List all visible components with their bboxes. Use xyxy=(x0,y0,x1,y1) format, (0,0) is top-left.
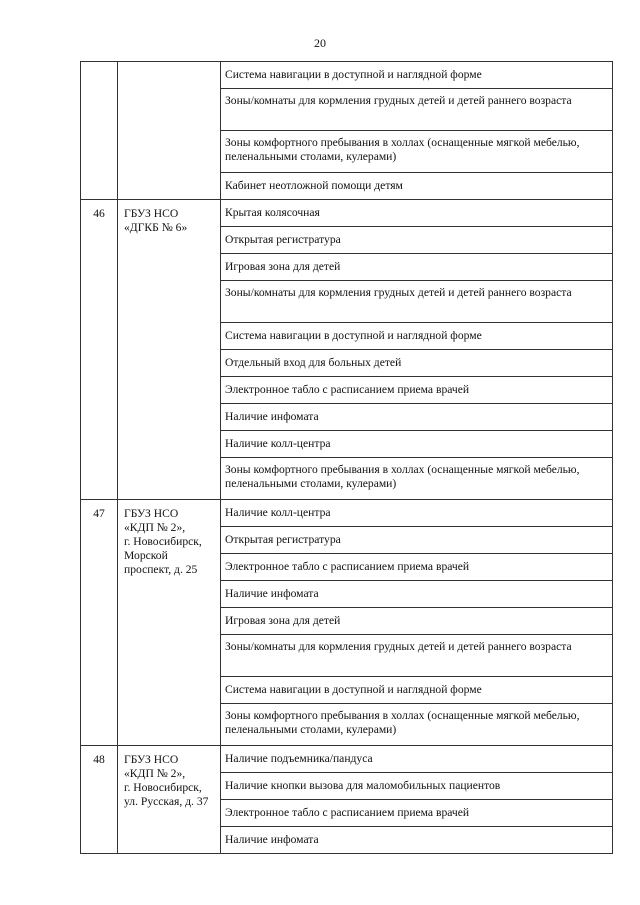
organization-line: Морской xyxy=(124,549,168,562)
row-number-cell xyxy=(81,746,118,854)
amenity-cell xyxy=(221,458,613,500)
row-number-cell xyxy=(81,200,118,500)
amenity-text: Электронное табло с расписанием приема врачей xyxy=(225,383,470,396)
organization-cell xyxy=(118,200,221,500)
row-number: 48 xyxy=(93,753,105,766)
amenity-text: Зоны/комнаты для кормления грудных детей и детей раннего возраста xyxy=(225,640,572,653)
amenity-cell xyxy=(221,377,613,404)
organization-name xyxy=(122,746,220,809)
amenity-cell xyxy=(221,554,613,581)
organization-cell xyxy=(118,62,221,200)
organization-cell xyxy=(118,746,221,854)
amenity-cell xyxy=(221,323,613,350)
amenity-cell xyxy=(221,800,613,827)
amenity-text: Зоны/комнаты для кормления грудных детей и детей раннего возраста xyxy=(225,94,572,107)
amenity-cell xyxy=(221,827,613,854)
amenity-cell xyxy=(221,254,613,281)
amenity-text: Зоны комфортного пребывания в холлах (оснащенные мягкой мебелью, пеленальными столами, кулерами) xyxy=(225,709,580,736)
amenity-cell xyxy=(221,200,613,227)
amenity-cell xyxy=(221,746,613,773)
amenity-text: Открытая регистратура xyxy=(225,533,341,546)
organization-line: г. Новосибирск, xyxy=(124,781,202,794)
organization-line: проспект, д. 25 xyxy=(124,563,198,576)
amenity-cell xyxy=(221,404,613,431)
amenity-text: Открытая регистратура xyxy=(225,233,341,246)
row-number-cell xyxy=(81,500,118,746)
amenity-text: Электронное табло с расписанием приема врачей xyxy=(225,806,470,819)
amenity-text: Система навигации в доступной и наглядной форме xyxy=(225,683,482,696)
row-number: 47 xyxy=(93,507,105,520)
organization-line: г. Новосибирск, xyxy=(124,535,202,548)
amenity-cell xyxy=(221,350,613,377)
amenity-text: Наличие подъемника/пандуса xyxy=(225,752,373,765)
organization-line: «ДГКБ № 6» xyxy=(124,221,188,234)
amenity-cell xyxy=(221,677,613,704)
amenity-cell xyxy=(221,89,613,131)
amenity-text: Электронное табло с расписанием приема врачей xyxy=(225,560,470,573)
amenity-text: Наличие инфомата xyxy=(225,833,319,846)
row-number-cell xyxy=(81,62,118,200)
amenity-cell xyxy=(221,431,613,458)
amenity-cell xyxy=(221,773,613,800)
amenity-text: Игровая зона для детей xyxy=(225,260,341,273)
table-row xyxy=(81,746,613,773)
amenity-text: Зоны комфортного пребывания в холлах (оснащенные мягкой мебелью, пеленальными столами, кулерами) xyxy=(225,463,580,490)
amenity-text: Отдельный вход для больных детей xyxy=(225,356,402,369)
amenity-text: Зоны комфортного пребывания в холлах (оснащенные мягкой мебелью, пеленальными столами, кулерами) xyxy=(225,136,580,163)
organization-name xyxy=(122,200,220,235)
amenity-cell xyxy=(221,227,613,254)
organization-cell xyxy=(118,500,221,746)
organization-name xyxy=(122,62,220,69)
organization-line: ГБУЗ НСО xyxy=(124,507,179,520)
amenity-cell xyxy=(221,635,613,677)
amenity-cell xyxy=(221,173,613,200)
organization-line: ГБУЗ НСО xyxy=(124,207,179,220)
organization-line: ул. Русская, д. 37 xyxy=(124,795,209,808)
amenity-text: Наличие инфомата xyxy=(225,587,319,600)
amenity-text: Наличие инфомата xyxy=(225,410,319,423)
amenity-text: Зоны/комнаты для кормления грудных детей и детей раннего возраста xyxy=(225,286,572,299)
table-row xyxy=(81,200,613,227)
amenity-text: Крытая колясочная xyxy=(225,206,320,219)
row-number xyxy=(81,62,117,69)
amenity-text: Наличие колл-центра xyxy=(225,506,331,519)
page-number: 20 xyxy=(314,36,326,50)
amenity-cell xyxy=(221,581,613,608)
amenity-cell xyxy=(221,281,613,323)
organization-line: «КДП № 2», xyxy=(124,521,186,534)
organization-line: ГБУЗ НСО xyxy=(124,753,179,766)
amenity-cell xyxy=(221,500,613,527)
amenity-cell xyxy=(221,527,613,554)
table-row xyxy=(81,500,613,527)
amenity-text: Игровая зона для детей xyxy=(225,614,341,627)
table-row xyxy=(81,62,613,89)
amenity-text: Кабинет неотложной помощи детям xyxy=(225,179,403,192)
amenity-cell xyxy=(221,62,613,89)
facilities-table xyxy=(80,61,613,854)
amenity-text: Наличие кнопки вызова для маломобильных пациентов xyxy=(225,779,501,792)
amenity-cell xyxy=(221,131,613,173)
amenity-text: Система навигации в доступной и наглядной форме xyxy=(225,329,482,342)
amenity-cell xyxy=(221,704,613,746)
amenity-text: Система навигации в доступной и наглядной форме xyxy=(225,68,482,81)
organization-name xyxy=(122,500,220,577)
amenity-text: Наличие колл-центра xyxy=(225,437,331,450)
organization-line: «КДП № 2», xyxy=(124,767,186,780)
row-number: 46 xyxy=(93,207,105,220)
amenity-cell xyxy=(221,608,613,635)
